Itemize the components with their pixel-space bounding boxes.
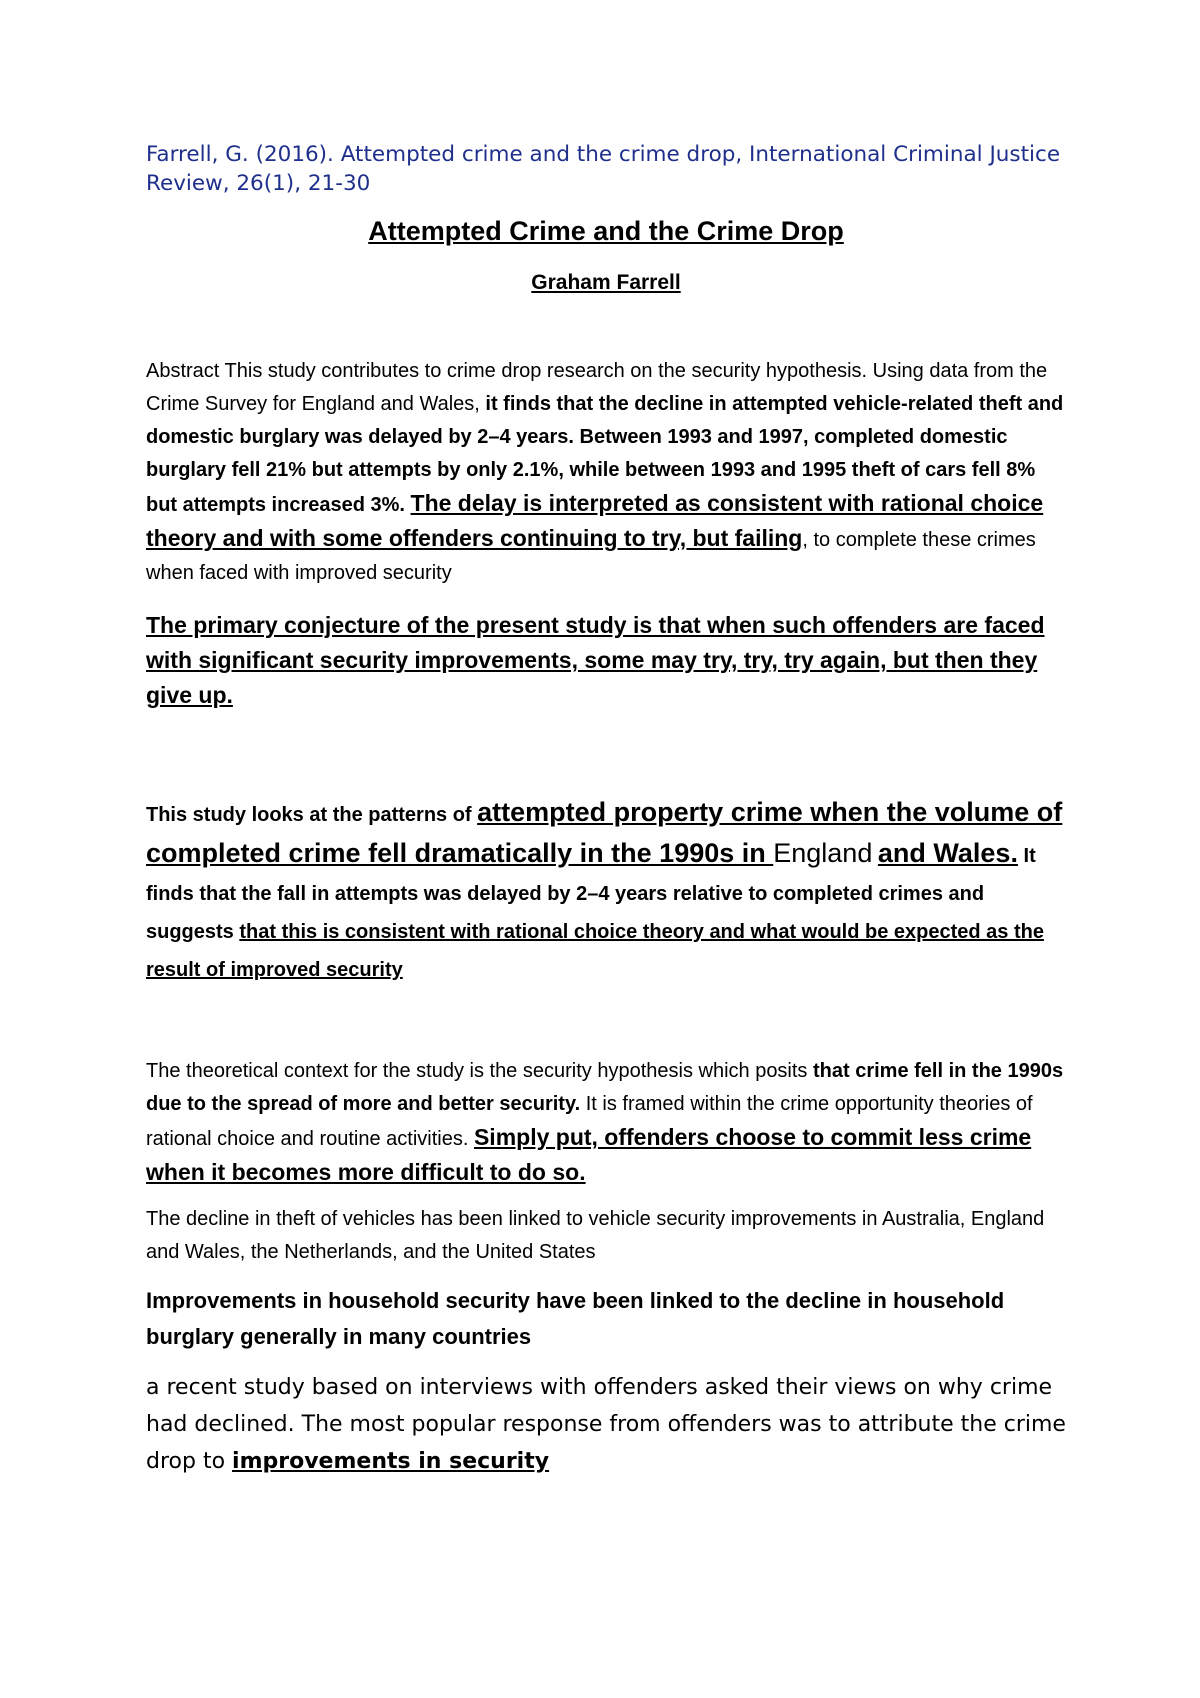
abstract-paragraph	[146, 355, 1066, 590]
document-page	[146, 140, 1066, 1480]
context-lead: The theoretical context for the study is the security hypothesis which posits	[146, 1060, 813, 1082]
patterns-highlight: attempted property crime when the volume of completed crime fell dramatically in the 1990s in	[146, 797, 1063, 868]
patterns-conclusion: that this is consistent with rational choice theory and what would be expected as the result of improved security	[146, 921, 1044, 981]
context-middle: It is framed within the crime opportunity theories of rational choice and routine activities.	[146, 1093, 1033, 1150]
vehicles-paragraph: The decline in theft of vehicles has been linked to vehicle security improvements in Australia, England and Wales, the Netherlands, and the United States	[146, 1208, 1045, 1263]
context-summary: Simply put, offenders choose to commit less crime when it becomes more difficult to do so.	[146, 1124, 1032, 1185]
interviews-lead: a recent study based on interviews with offenders asked their views on why crime had declined. The most popular response from offenders was to attribute the crime drop to	[146, 1375, 1066, 1474]
context-paragraph	[146, 1055, 1066, 1191]
document-title: Attempted Crime and the Crime Drop	[368, 216, 844, 246]
abstract-tail: , to complete these crimes when faced with improved security	[146, 529, 1036, 584]
citation: Farrell, G. (2016). Attempted crime and the crime drop, International Criminal Justice Review, 26(1), 21-30	[146, 142, 1061, 196]
author-name: Graham Farrell	[531, 271, 681, 294]
abstract-lead: Abstract This study contributes to crime drop research on the security hypothesis. Using data from the Crime Survey for England and Wales,	[146, 360, 1048, 415]
interviews-highlight: improvements in security	[232, 1449, 550, 1474]
context-security-hypothesis: that crime fell in the 1990s due to the spread of more and better security.	[146, 1060, 1064, 1115]
abstract-interpretation: The delay is interpreted as consistent with rational choice theory and with some offenders continuing to try, but failing	[146, 490, 1044, 551]
abstract-findings: it finds that the decline in attempted vehicle-related theft and domestic burglary was delayed by 2–4 years. Between 1993 and 1997, completed domestic burglary fell 21% but attempts by only 2.1%, while between 1993 and 1995 theft of cars fell 8% but attempts increased 3%.	[146, 393, 1064, 516]
patterns-middle: It finds that the fall in attempts was delayed by 2–4 years relative to completed crimes and suggests	[146, 845, 1036, 943]
interviews-paragraph	[146, 1369, 1066, 1480]
household-paragraph: Improvements in household security have been linked to the decline in household burglary generally in many countries	[146, 1288, 1005, 1349]
patterns-lead: This study looks at the patterns of	[146, 804, 478, 826]
patterns-england: England	[773, 838, 873, 868]
patterns-wales: and Wales.	[877, 838, 1018, 868]
conjecture-paragraph: The primary conjecture of the present study is that when such offenders are faced with significant security improvements, some may try, try, try again, but then they give up.	[146, 612, 1045, 708]
patterns-paragraph	[146, 793, 1066, 989]
